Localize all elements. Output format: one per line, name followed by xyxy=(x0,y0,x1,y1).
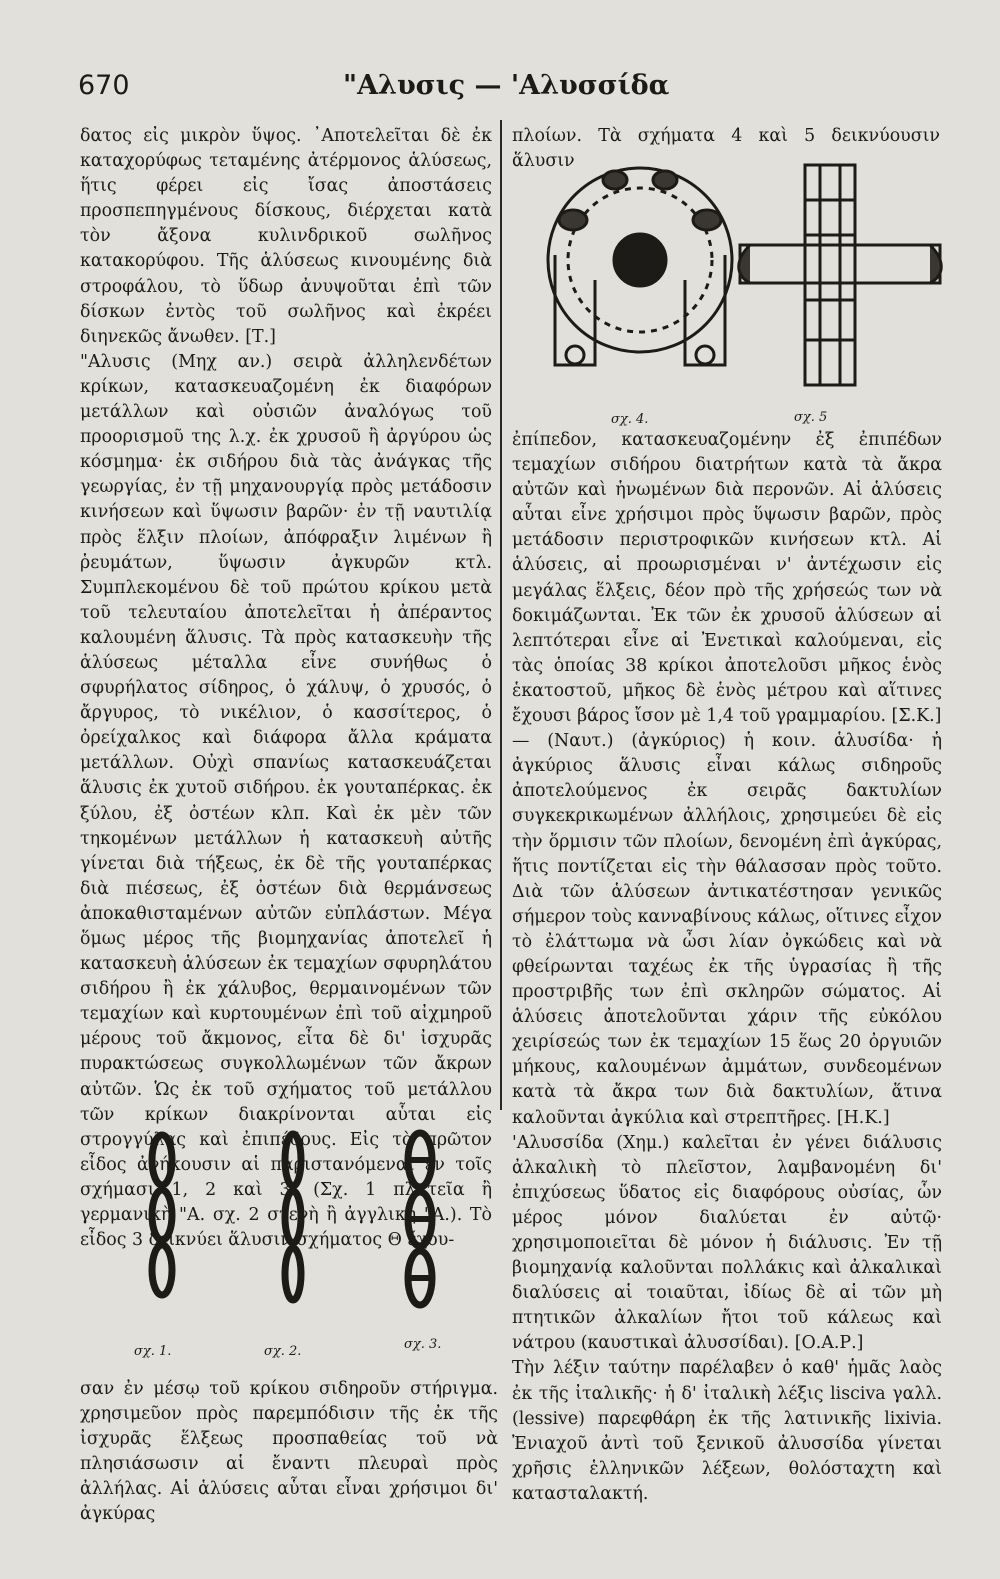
entry-alysis-nautical: — (Ναυτ.) (ἀγκύριος) ἡ κοιν. ἁλυσίδα· ἡ ἀγκύριος ἅλυσις εἶναι κάλως σιδηροῦς ἀποτελούμενος ἐκ σειρᾶς δακτυλίων συγκεκρικωμένων ἀλλήλοις, χρησιμεύει δὲ εἰς τὴν ὅρμισιν τῶν πλοίων, δενομένη ἐπὶ ἀγκύρας, ἥτις ποντίζεται εἰς τὴν θάλασσαν πρὸς τοῦτο. Διὰ τῶν ἁλύσεων ἀντικατέστησαν γενικῶς σήμερον τοὺς κανναβίνους κάλως, οἵτινες εἶχον τὸ ἐλάττωμα νὰ ὦσι λίαν ὀγκώδεις καὶ νὰ φθείρωνται ταχέως ἐκ τῆς ὑγρασίας ἢ τῆς προστριβῆς των ἐπὶ σκληρῶν σώματος. Αἱ ἁλύσεις ἀποτελοῦνται χάριν τῆς εὐκόλου χειρίσεώς των ἐκ τεμαχίων 15 ἕως 20 ὀργυιῶν μήκους, καλουμένων ἀμμάτων, συνδεομένων κατὰ τὰ ἄκρα των διὰ δακτυλίων, ἅτινα καλοῦνται ἀγκύλια καὶ στρεπτῆρες. [Η.Κ.] xyxy=(512,731,942,1128)
figure-4-caption: σχ. 4. xyxy=(611,412,649,427)
figure-3-caption: σχ. 3. xyxy=(404,1337,442,1352)
paragraph-continuation-bottom: σαν ἐν μέσῳ τοῦ κρίκου σιδηροῦν στήριγμα. χρησιμεῦον πρὸς παρεμπόδισιν τῆς ἐκ τῆς ἰσχυρᾶς ἕλξεως προσπαθείας τοῦ νὰ πλησιάσωσιν αἱ ἔναντι πλευραὶ πρὸς ἀλλήλας. Αἱ ἁλύσεις αὗται εἶναι χρήσιμοι δι' ἀγκύρας xyxy=(80,1379,498,1525)
page-number: 670 xyxy=(78,70,130,101)
paragraph-continuation: δατος εἰς μικρὸν ὕψος. ᾿Αποτελεῖται δὲ ἐκ καταχορύφως τεταμένης ἀτέρμονος ἁλύσεως, ἥτις φέρει εἰς ἴσας ἀποστάσεις προσπεπηγμένους δίσκους, διέρχεται κατὰ τὸν ἄξονα κυλινδρικοῦ σωλῆνος κατακορύφου. Τῆς ἁλύσεως κινουμένης διὰ στροφάλου, τὸ ὕδωρ ἀνυψοῦται ἐπὶ τῶν δίσκων ἐντὸς τοῦ σωλῆνος καὶ ἐκρέει διηνεκῶς ἄνωθεν. [Τ.] xyxy=(80,126,492,347)
figure-2-caption: σχ. 2. xyxy=(264,1344,302,1359)
figure-2-chain xyxy=(285,1134,301,1300)
entry-alysis-mechanics: "Αλυσις (Μηχ αν.) σειρὰ ἀλληλενδέτων κρίκων, κατασκευαζομένη ἐκ διαφόρων μετάλλων καὶ οὐσιῶν ἀναλόγως τοῦ προορισμοῦ της λ.χ. ἐκ χρυσοῦ ἢ ἀργύρου ὡς κόσμημα· ἐκ σιδήρου διὰ τὰς ἀνάγκας τῆς γεωργίας, ἐν τῇ μηχανουργίᾳ πρὸς μετάδοσιν κινήσεων καὶ ὕψωσιν βαρῶν· ἐν τῇ ναυτιλίᾳ πρὸς ἕλξιν πλοίων, ἀπόφραξιν λιμένων ἢ ῥευμάτων, ὕψωσιν ἀγκυρῶν κτλ. Συμπλεκομένου δὲ τοῦ πρώτου κρίκου μετὰ τοῦ τελευταίου ἀποτελεῖται ἡ ἀπέραντος καλουμένη ἅλυσις. Τὰ πρὸς κατασκευὴν τῆς ἁλύσεως μέταλλα εἶνε συνήθως ὁ σφυρήλατος σίδηρος, ὁ χάλυψ, ὁ χρυσός, ὁ ἄργυρος, τὸ νικέλιον, ὁ κασσίτερος, ὁ ὀρείχαλκος καὶ διάφορα ἄλλα κράματα μετάλλων. Οὐχὶ σπανίως κατασκευάζεται ἅλυσις ἐκ χυτοῦ σιδήρου. ἐκ γουταπέρκας. ἐκ ξύλου, ἐξ ὀστέων κλπ. Καὶ ἐκ μὲν τῶν τηκομένων μετάλλων ἡ κατασκευὴ αὐτῆς γίνεται διὰ τήξεως, ἐκ δὲ τῆς γουταπέρκας διὰ πιέσεως, ἐξ ὀστέων διὰ θερμάνσεως ἀποκαθισταμένων αὐτῶν εὐπλάστων. Μέγα ὅμως μέρος τῆς βιομηχανίας ἀποτελεῖ ἡ κατασκευὴ ἁλύσεων ἐκ τεμαχίων σφυρηλάτου σιδήρου ἢ ἐκ χάλυβος, θερμαινομένων τῶν τεμαχίων καὶ κυρτουμένων ἐπὶ τοῦ αἰχμηροῦ μέρους τοῦ ἄκμονος, εἶτα δὲ δι' ἰσχυρᾶς πυρακτώσεως συγκολλωμένων τῶν ἄκρων αὐτῶν. Ὡς ἐκ τοῦ σχήματος τοῦ μετάλλου τῶν κρίκων διακρίνονται αὗται εἰς στρογγύλας καὶ ἐπιπέδους. Εἰς τὸ πρῶτον εἶδος ἀνήκουσιν αἱ παριστανόμεναι ἐν τοῖς σχήμασι 1, 2 καὶ 3. (Σχ. 1 πλατεῖα ἢ γερμανικὴ "Α. σχ. 2 στενὴ ἢ ἀγγλικὴ "Α.). Τὸ εἶδος 3 δεικνύει ἅλυσιν σχήματος Θ ἔχου- xyxy=(80,351,492,1251)
right-top-line: πλοίων. Τὰ σχήματα 4 καὶ 5 δεικνύουσιν ἅλυσιν xyxy=(512,126,940,172)
figure-4-sprocket-wheel xyxy=(548,168,732,365)
left-column-bottom xyxy=(80,1377,498,1528)
running-head: "Αλυσις — 'Αλυσσίδα xyxy=(343,70,670,101)
page-header xyxy=(78,70,948,110)
figure-3-chain xyxy=(408,1133,432,1305)
paragraph-flat-chain: ἐπίπεδον, κατασκευαζομένην ἐξ ἐπιπέδων τεμαχίων σιδήρου διατρήτων κατὰ τὰ ἄκρα αὐτῶν καὶ ἡνωμένων διὰ περονῶν. Αἱ ἁλύσεις αὗται εἶνε χρήσιμοι πρὸς ὕψωσιν βαρῶν, πρὸς μετάδοσιν περιστροφικῶν κινήσεων κτλ. Αἱ ἁλύσεις, αἱ προωρισμέναι ν' ἀντέχωσιν εἰς μεγάλας ἕλξεις, δέον πρὸ τῆς χρήσεώς των νὰ δοκιμάζωνται. Ἐκ τῶν ἐκ χρυσοῦ ἁλύσεων αἱ λεπτότεραι εἶνε αἱ Ἐνετικαὶ καλούμεναι, εἰς τὰς ὁποίας 38 κρίκοι ἀποτελοῦσι μῆκος ἑνὸς ἑκατοστοῦ, μῆκος δὲ ἑνὸς μέτρου καὶ αἵτινες ἔχουσι βάρος ἴσον μὲ 1,4 τοῦ γραμμαρίου. [Σ.Κ.] xyxy=(512,430,942,727)
figure-5-caption: σχ. 5 xyxy=(794,410,828,425)
left-column xyxy=(80,124,492,1253)
entry-alyssida-chemistry: 'Αλυσσίδα (Χημ.) καλεῖται ἐν γένει διάλυσις ἀλκαλικὴ τὸ πλεῖστον, λαμβανομένη δι' ἐπιχύσεως ὕδατος εἰς διαφόρους οὐσίας, ὧν μέρος μόνον διαλύεται ἐν αὐτῷ· χρησιμοποιεῖται δὲ μόνον ἡ διάλυσις. Ἐν τῇ βιομηχανίᾳ καλοῦνται πολλάκις καὶ ἀλκαλικαὶ διαλύσεις αἱ τοιαῦται, ἰδίως δὲ αἱ τῶν μὴ πτητικῶν ἀλκαλίων ἤτοι τοῦ κάλεως καὶ νάτρου (καυστικαὶ ἀλυσσίδαι). [Ο.Α.Ρ.] xyxy=(512,1132,942,1354)
figures-4-5-flat-chain xyxy=(535,160,945,400)
column-divider xyxy=(500,120,502,1110)
figure-5-flat-link-chain xyxy=(739,165,942,385)
figure-1-chain xyxy=(152,1135,172,1295)
paragraph-etymology: Τὴν λέξιν ταύτην παρέλαβεν ὁ καθ' ἡμᾶς λαὸς ἐκ τῆς ἰταλικῆς· ἡ δ' ἰταλικὴ λέξις lisciva γαλλ. (lessive) παρεφθάρη ἐκ τῆς λατινικῆς lixivia. Ἐνιαχοῦ ἀντὶ τοῦ ξενικοῦ ἀλυσσίδα γίνεται χρῆσις ἑλληνικῶν λέξεων, θολόσταχτη καὶ κατασταλακτή. xyxy=(512,1358,942,1504)
right-column xyxy=(512,428,942,1507)
figure-1-caption: σχ. 1. xyxy=(134,1344,172,1359)
figures-1-2-3-round-chains xyxy=(120,1120,480,1345)
